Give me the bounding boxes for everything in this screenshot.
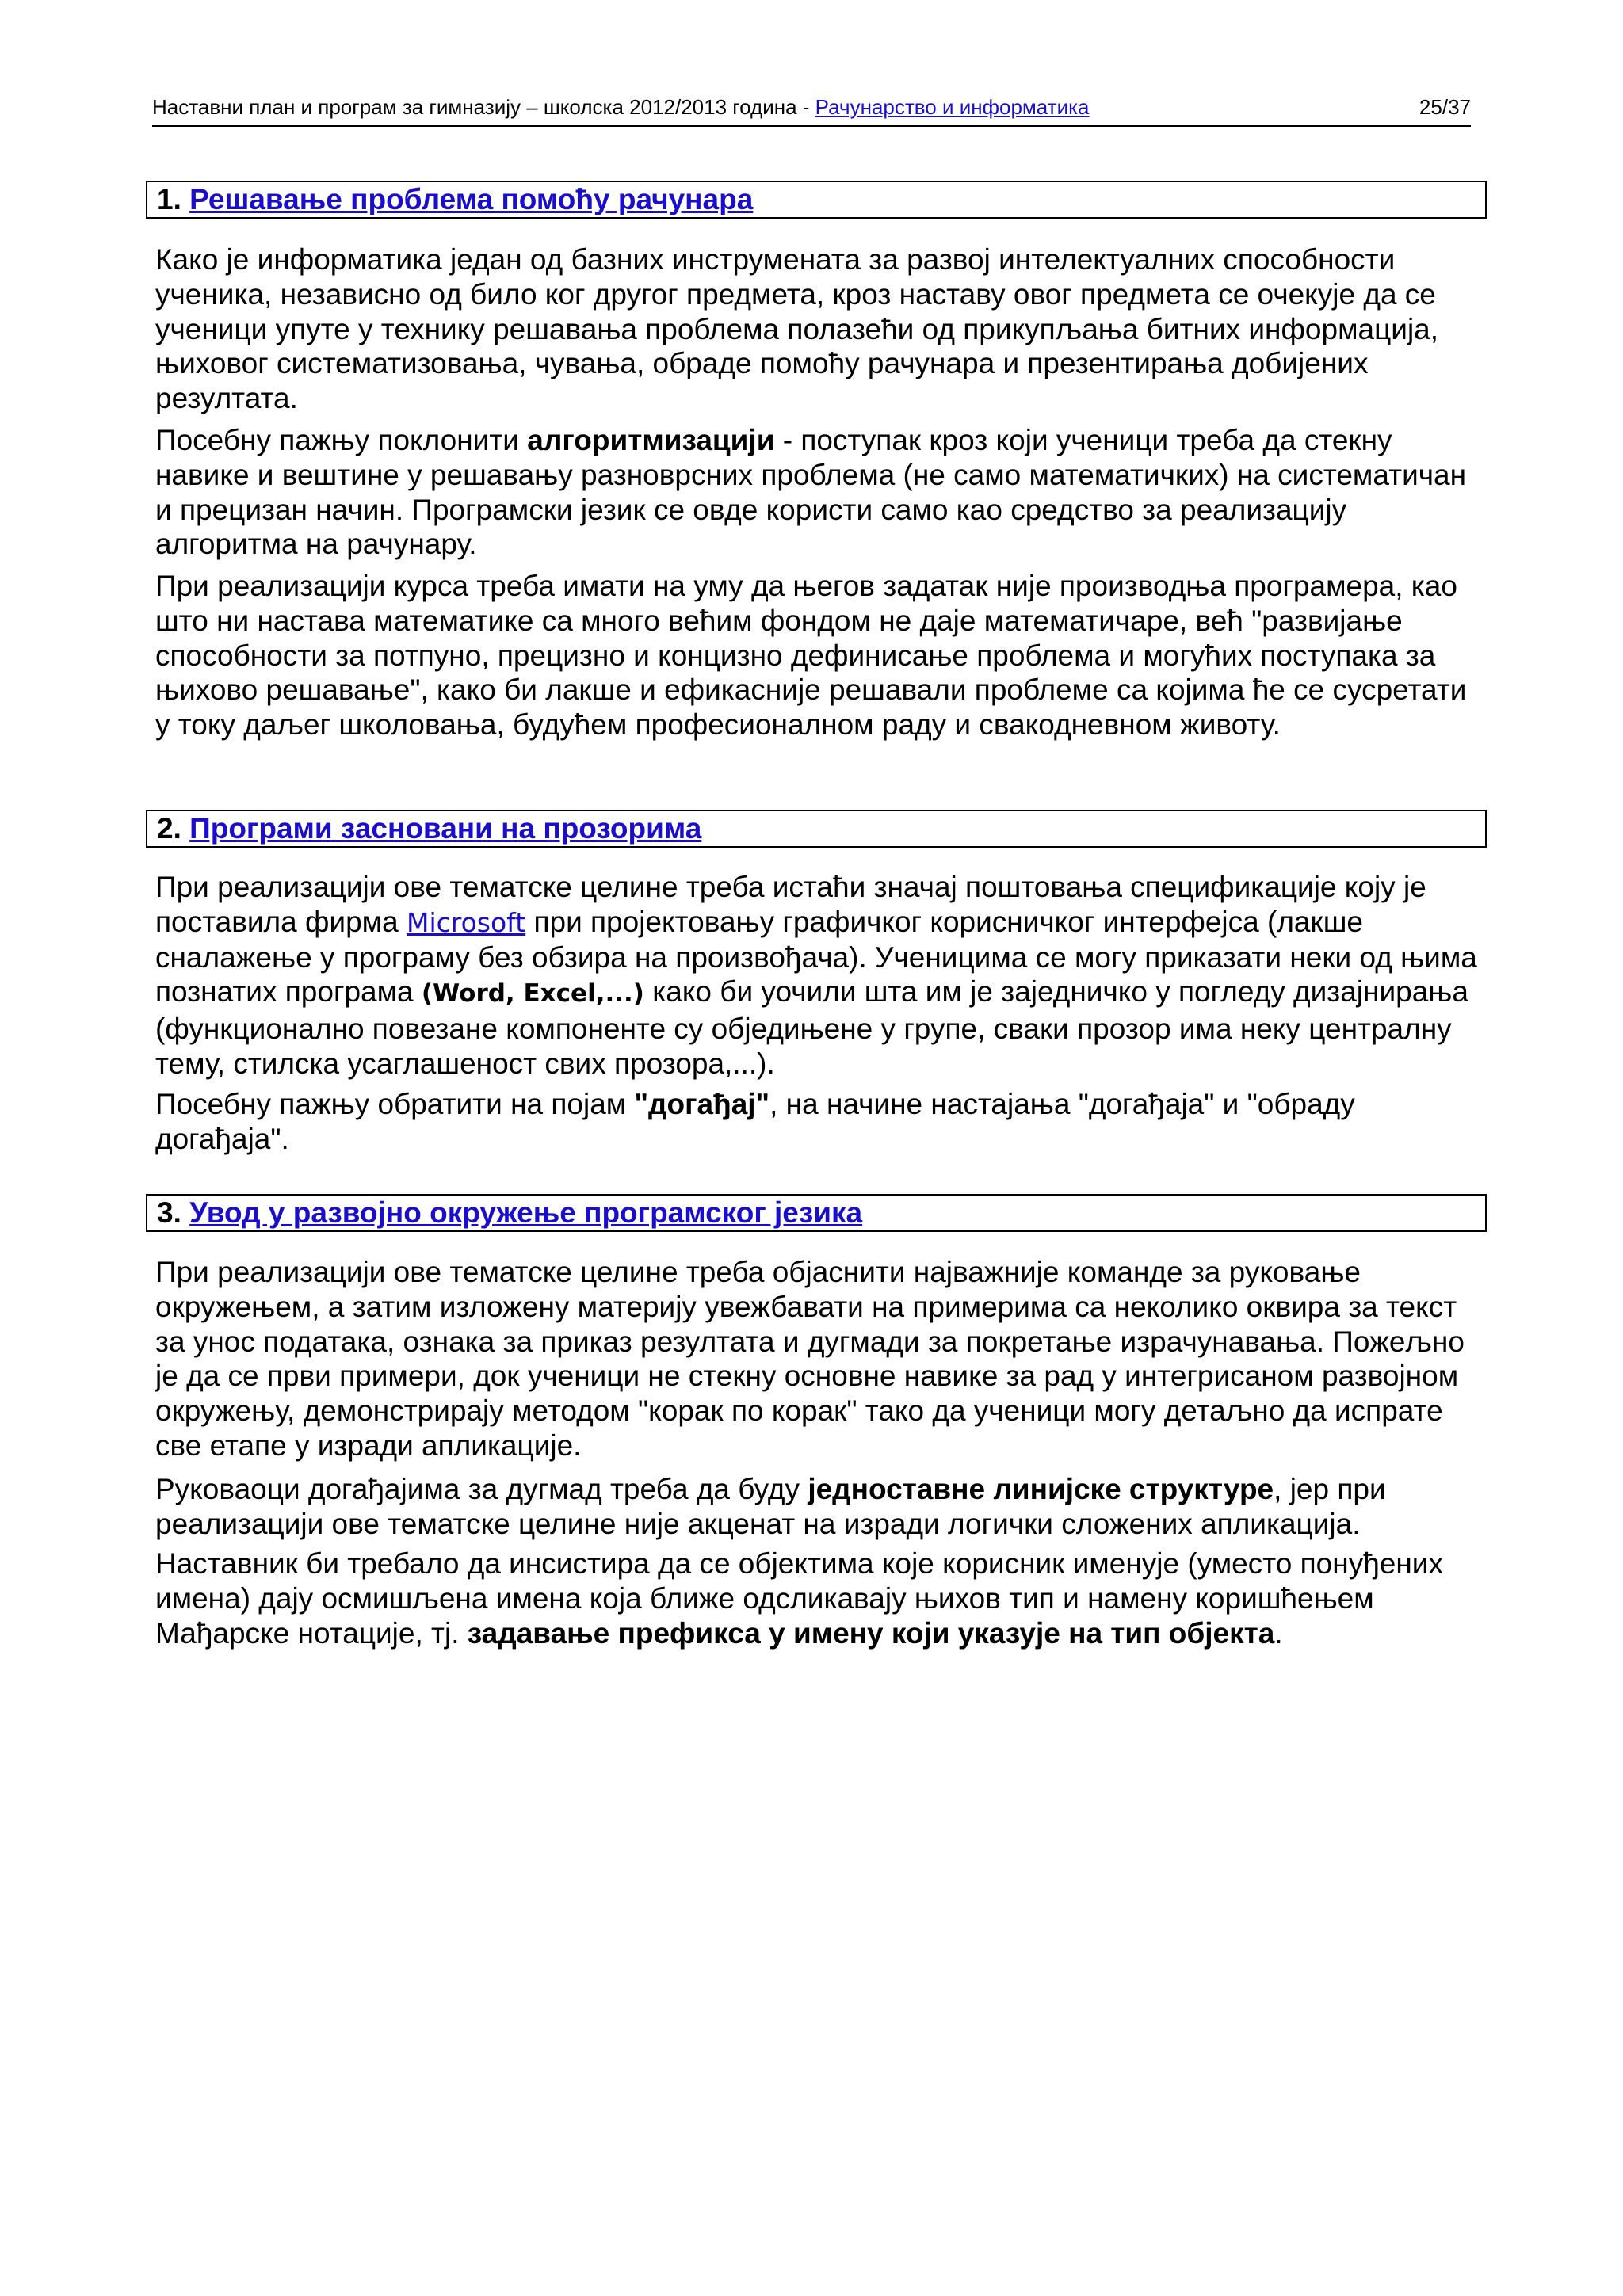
header-prefix: Наставни план и програм за гимназију – школска 2012/2013 година - (152, 95, 815, 119)
section-number: 2. (157, 812, 181, 845)
section-3-paragraph-3: Наставник би требало да инсистира да се објектима које корисник именује (уместо понуђених имена) дају осмишљена имена која ближе одсликавају њихов тип и намену коришћењем Мађарске нотације, тј. задавање префикса у имену који указује на тип објекта. (155, 1547, 1443, 1650)
page-number: 25/37 (1419, 95, 1471, 119)
section-2-heading (146, 810, 1487, 848)
section-1-paragraph-3: При реализацији курса треба имати на уму да његов задатак није производња програмера, као што ни настава математике са много већим фондом не даје математичаре, већ "развијање способности за потпуно, прецизно и концизно дефинисање проблема и могућих поступака за њихово решавање", како би лакше и ефикасније решавали проблеме са којима ће се сусретати у току даљег школовања, будућем професионалном раду и свакодневном животу. (155, 570, 1467, 742)
section-title-link[interactable]: Програми засновани на прозорима (189, 812, 702, 845)
header-title (152, 93, 1090, 120)
microsoft-link[interactable]: Microsoft (406, 906, 526, 938)
section-3-paragraph-1: При реализацији ове тематске целине треба објаснити најважније команде за руковање окружењем, а затим изложену материју увежбавати на примерима са неколико оквира за текст за унос података, ознака за приказ резултата и дугмади за покретање израчунавања. Пожељно је да се први примери, док ученици не стекну основне навике за рад у интегрисаном развојном окружењу, демонстрирају методом "корак по корак" тако да ученици могу детаљно да испрате све етапе у изради апликације. (155, 1256, 1465, 1462)
section-1-heading (146, 181, 1487, 219)
section-3-heading (146, 1194, 1487, 1232)
section-title-link[interactable]: Решавање проблема помоћу рачунара (189, 183, 754, 215)
section-3-paragraph-2: Руковаоци догађајима за дугмад треба да буду једноставне линијске структуре, јер при реализацији ове тематске целине није акценат на изради логички сложених апликација. (155, 1473, 1386, 1540)
section-number: 1. (157, 183, 181, 215)
section-2-paragraph-1: При реализацији ове тематске целине треба истаћи значај поштовања спецификације коју је поставила фирма Microsoft при пројектовању графичког корисничког интерфејса (лакше сналажење у програму без обзира на произвођача). Ученицима се могу приказати неки од њима познатих програма (Word, Excel,...) како би уочили шта им је заједничко у погледу дизајнирања (функционално повезане компоненте су обједињене у групе, сваки прозор има неку централну тему, стилска усаглашеност свих прозора,...). (155, 871, 1477, 1080)
section-1-paragraph-2: Посебну пажњу поклонити алгоритмизацији - поступак кроз који ученици треба да стекну навике и вештине у решавању разноврсних проблема (не само математичких) на систематичан и прецизан начин. Програмски језик се овде користи само као средство за реализацију алгоритма на рачунару. (155, 424, 1467, 561)
section-1-paragraph-1: Како је информатика један од базних инструмената за развој интелектуалних способности ученика, независно од било ког другог предмета, кроз наставу овог предмета се очекује да се ученици упуте у технику решавања проблема полазећи од прикупљања битних информација, њиховог систематизовања, чувања, обраде помоћу рачунара и презентирања добијених резултата. (155, 243, 1439, 415)
header-subject-link[interactable]: Рачунарство и информатика (815, 95, 1090, 119)
section-number: 3. (157, 1196, 181, 1229)
section-title-link[interactable]: Увод у развојно окружење програмског језика (189, 1196, 863, 1229)
section-2-paragraph-2: Посебну пажњу обратити на појам "догађај", на начине настајања "догађаја" и "обраду догађаја". (155, 1088, 1355, 1155)
page-header (152, 93, 1471, 127)
